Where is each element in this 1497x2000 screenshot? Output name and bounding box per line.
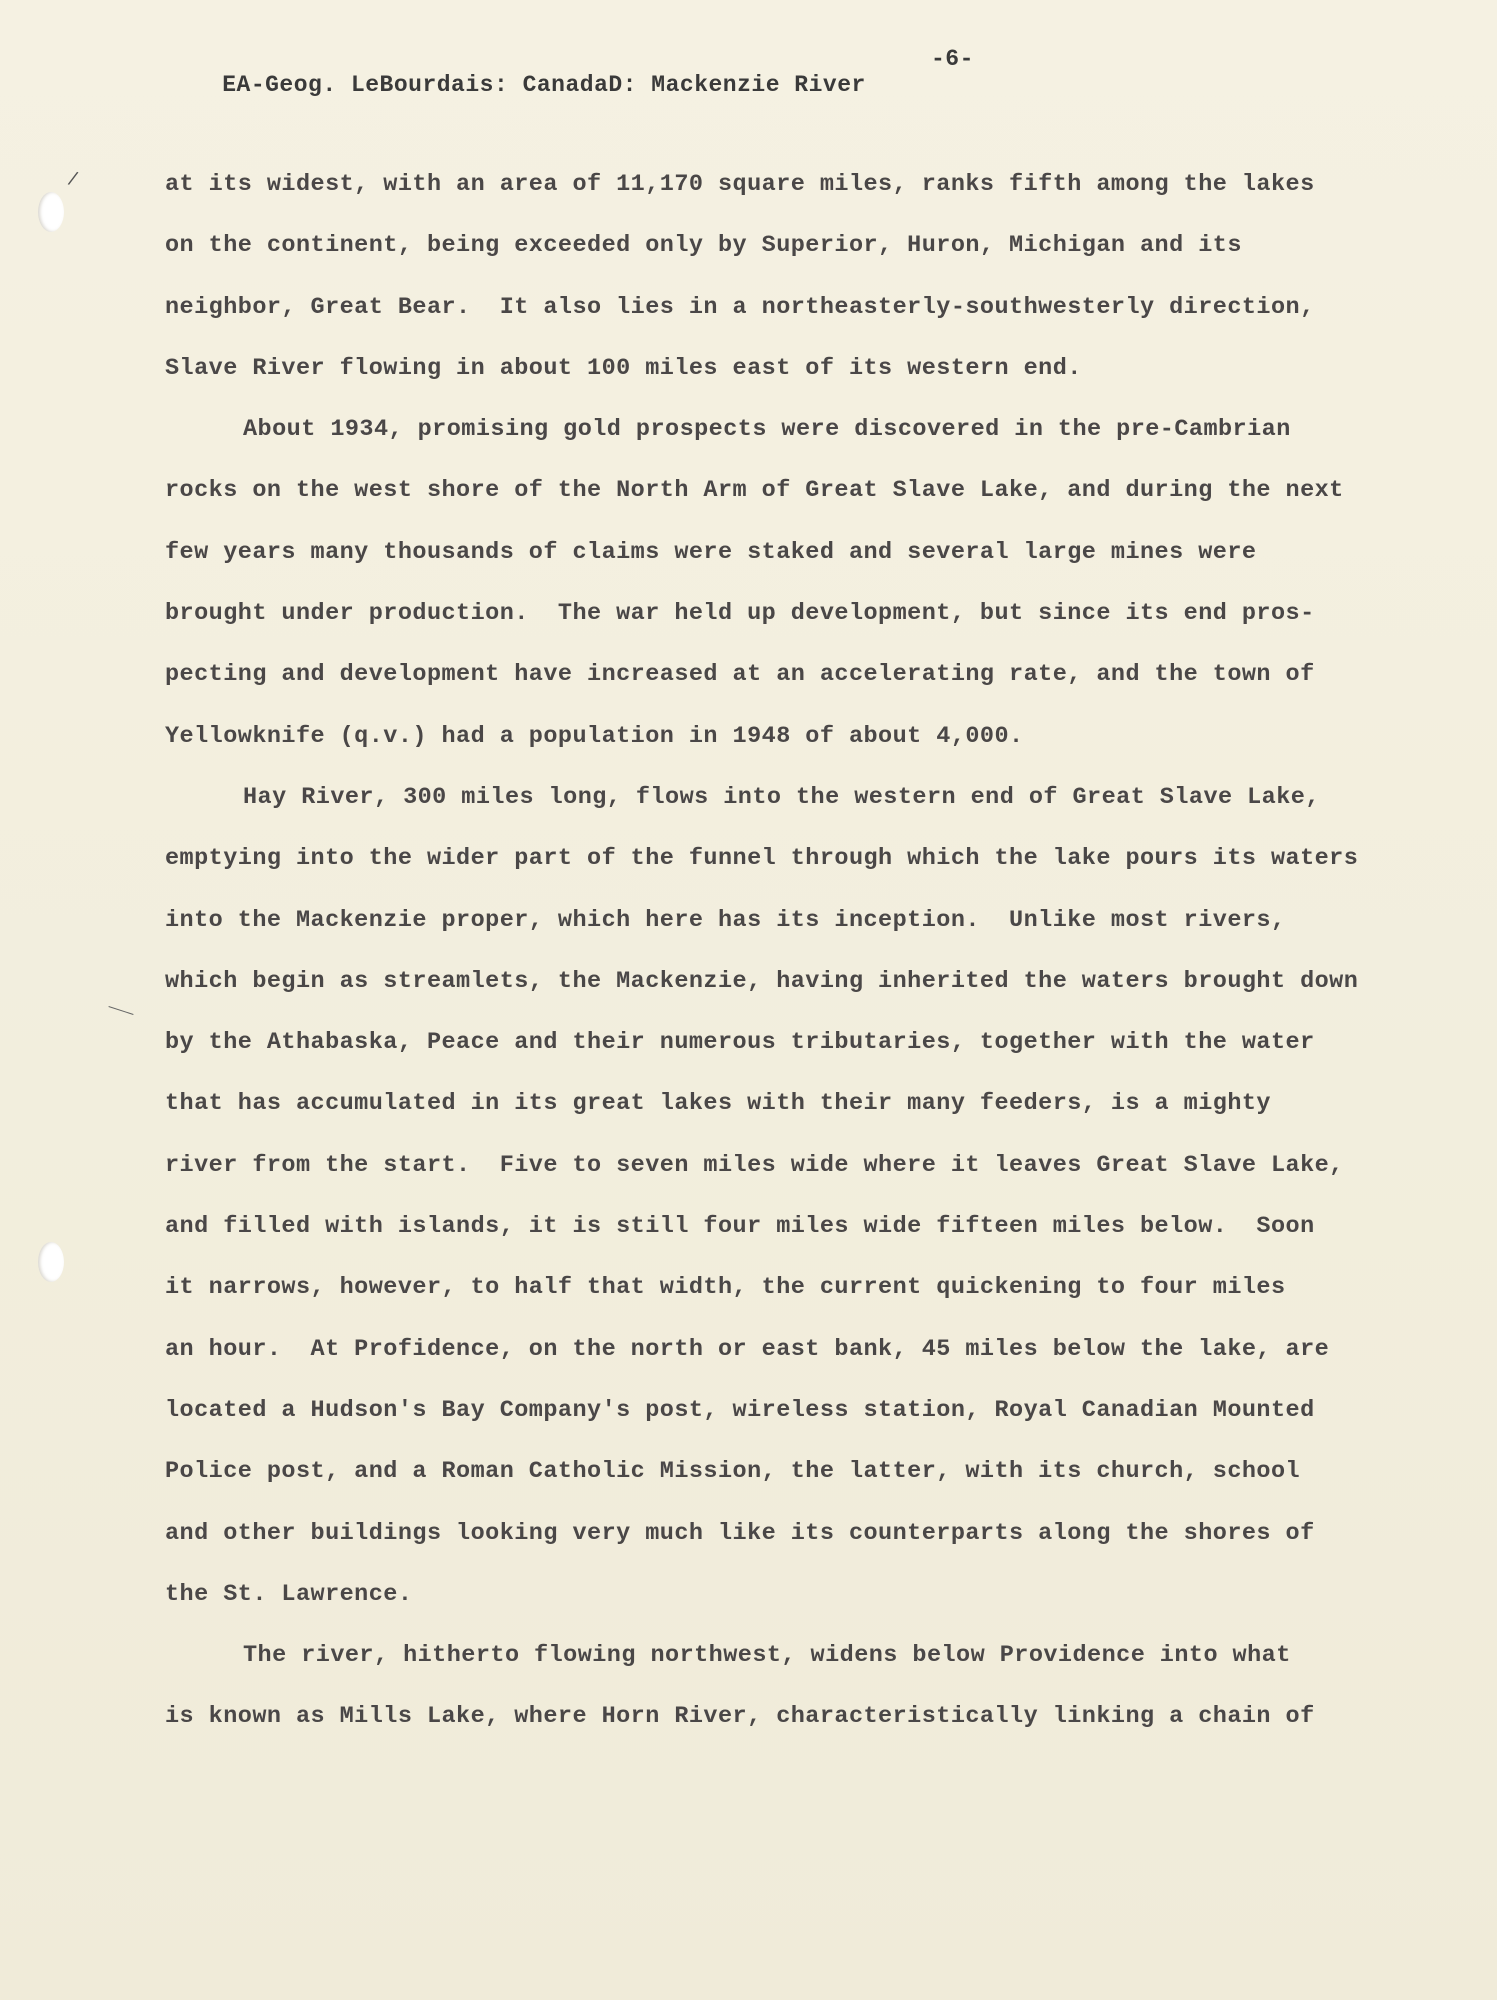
- pencil-stroke: [108, 1006, 133, 1015]
- text-line: at its widest, with an area of 11,170 square miles, ranks fifth among the lakes: [165, 171, 1315, 198]
- text-line: by the Athabaska, Peace and their numerous tributaries, together with the water: [165, 1029, 1315, 1057]
- text-line: The river, hitherto flowing northwest, widens below Providence into what: [243, 1642, 1291, 1670]
- text-line: few years many thousands of claims were staked and several large mines were: [165, 538, 1257, 566]
- page-header: [165, 46, 1365, 98]
- text-line: which begin as streamlets, the Mackenzie, having inherited the waters brought down: [165, 967, 1359, 995]
- punch-hole-bottom: [38, 1242, 64, 1282]
- text-line: into the Mackenzie proper, which here has its inception. Unlike most rivers,: [165, 906, 1286, 934]
- text-line: the St. Lawrence.: [165, 1580, 413, 1608]
- text-line: Yellowknife (q.v.) had a population in 1948 of about 4,000.: [165, 722, 1024, 750]
- text-line: neighbor, Great Bear. It also lies in a northeasterly-southwesterly direction,: [165, 293, 1315, 321]
- body-text: [165, 170, 1425, 1764]
- text-line: on the continent, being exceeded only by Superior, Huron, Michigan and its: [165, 232, 1242, 260]
- text-line: brought under production. The war held up development, but since its end pros-: [165, 600, 1315, 628]
- text-line: Slave River flowing in about 100 miles east of its western end.: [165, 354, 1082, 382]
- text-line: pecting and development have increased at an accelerating rate, and the town of: [165, 661, 1315, 689]
- text-line: Hay River, 300 miles long, flows into the western end of Great Slave Lake,: [243, 783, 1320, 811]
- text-line: emptying into the wider part of the funnel through which the lake pours its waters: [165, 845, 1359, 873]
- text-line: located a Hudson's Bay Company's post, wireless station, Royal Canadian Mounted: [165, 1396, 1315, 1424]
- header-title: EA-Geog. LeBourdais: CanadaD: Mackenzie River: [222, 72, 866, 98]
- text-line: it narrows, however, to half that width, the current quickening to four miles: [165, 1274, 1286, 1302]
- text-line: About 1934, promising gold prospects were discovered in the pre-Cambrian: [243, 416, 1291, 444]
- text-line: and filled with islands, it is still four miles wide fifteen miles below. Soon: [165, 1213, 1315, 1241]
- text-line: river from the start. Five to seven miles wide where it leaves Great Slave Lake,: [165, 1151, 1344, 1179]
- punch-hole-top: [38, 192, 64, 232]
- text-line: rocks on the west shore of the North Arm of Great Slave Lake, and during the next: [165, 477, 1344, 505]
- pencil-mark: /: [66, 167, 80, 190]
- text-line: that has accumulated in its great lakes with their many feeders, is a mighty: [165, 1090, 1271, 1118]
- text-line: and other buildings looking very much like its counterparts along the shores of: [165, 1519, 1315, 1547]
- text-line: Police post, and a Roman Catholic Mission, the latter, with its church, school: [165, 1458, 1301, 1486]
- text-line: an hour. At Profidence, on the north or east bank, 45 miles below the lake, are: [165, 1335, 1330, 1363]
- text-line: is known as Mills Lake, where Horn River, characteristically linking a chain of: [165, 1703, 1315, 1731]
- page-number: -6-: [931, 46, 974, 72]
